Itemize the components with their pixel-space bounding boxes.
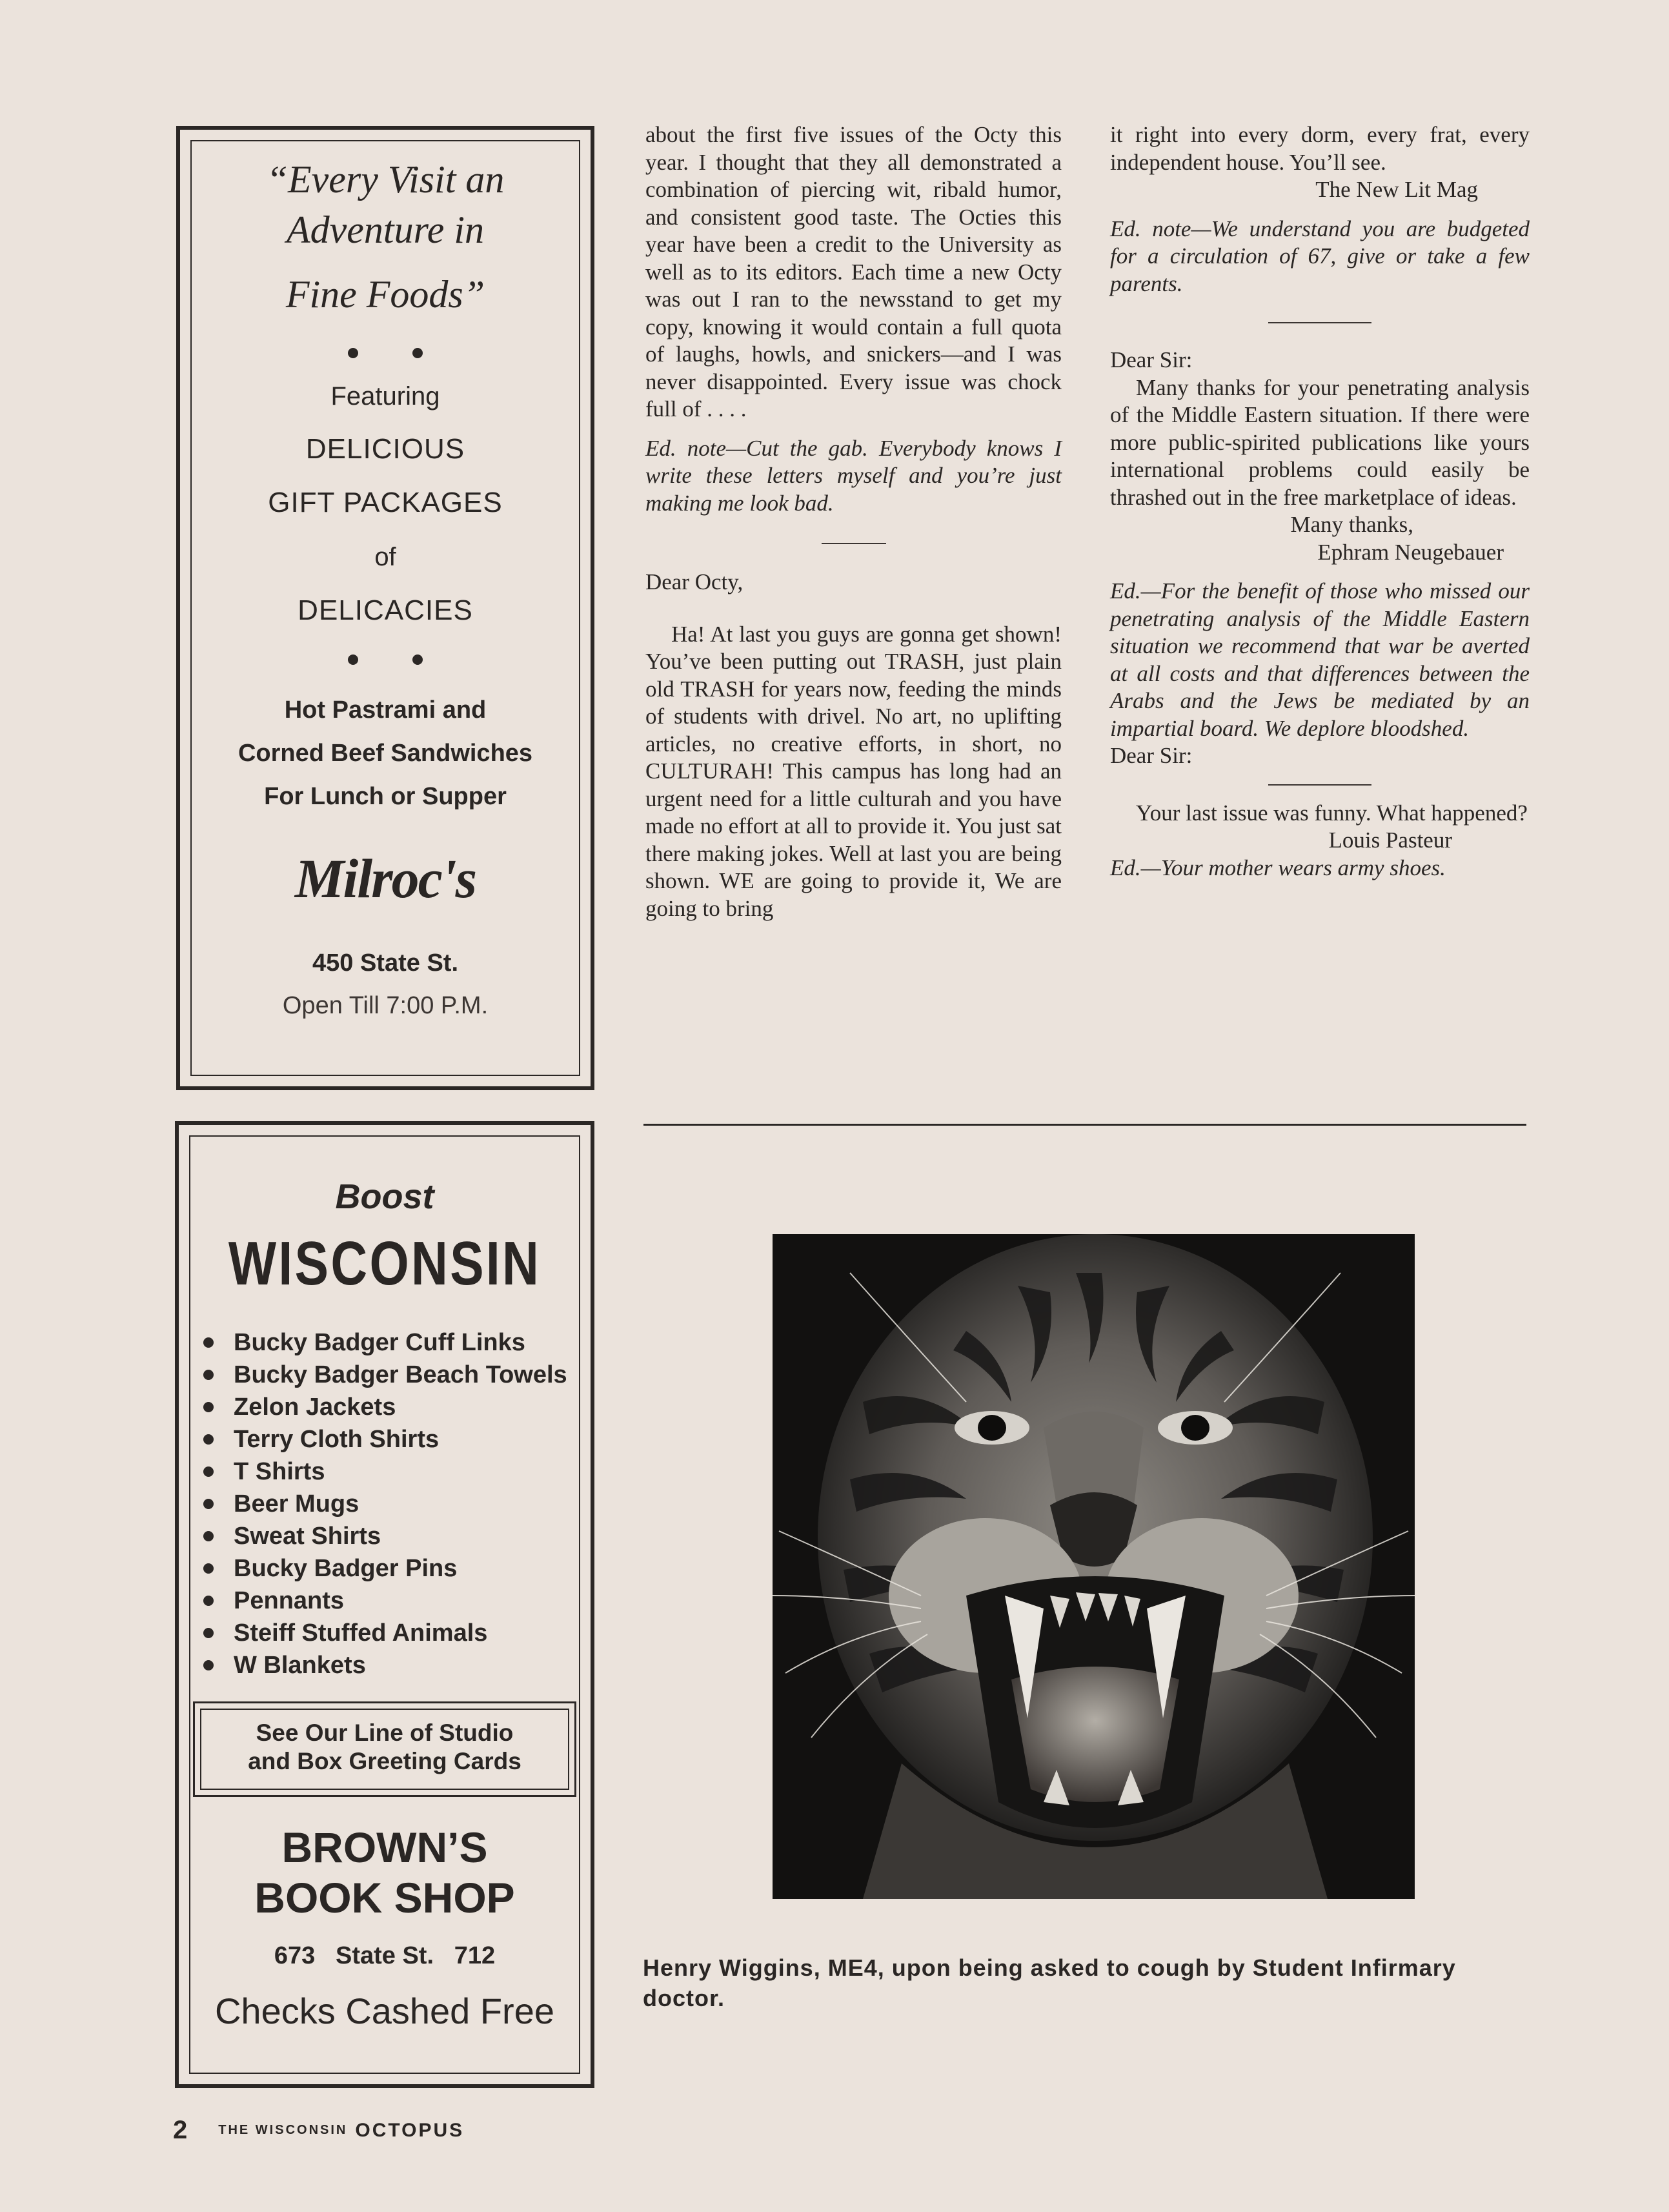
magazine-name: OCTOPUS [355,2119,465,2141]
decorative-dots [180,340,591,364]
letter-paragraph: about the first five issues of the Octy this year. I thought that they all demonstrated a combination of piercing wit, ribald humor, and consistent good taste. The Octies this year have been a credit to the University as well as to its editors. Each time a new Octy was out I ran to the newsstand to get my copy, knowing it would contain a full quota of laughs, howls, and snickers—and I was never disappointed. Every issue was chock full of . . . . [645,122,1062,421]
tiger-photo [773,1234,1415,1899]
letter-salutation: Dear Sir: [1110,347,1193,372]
greeting-cards-box [193,1701,576,1797]
letter-paragraph: Many thanks for your penetrating analysis of the Middle Eastern situation. If there were more public-spirited publications like yours international problems could easily be thrashed out in the free marketplace of ideas. [1110,374,1530,510]
letters-column-2 [1110,121,1530,882]
letter-signature: The New Lit Mag [1315,177,1478,202]
page-footer [173,2116,464,2148]
product-list-item: Terry Cloth Shirts [198,1423,585,1456]
letter-signature: Louis Pasteur [1328,827,1452,853]
milrocs-sandwiches [180,689,591,818]
editor-note: Ed. note—Cut the gab. Everybody knows I write these letters myself and you’re just making me look bad. [645,435,1062,516]
section-divider [1268,784,1371,786]
product-list-item: Steiff Stuffed Animals [198,1617,585,1649]
browns-wisconsin: WISCONSIN [228,1229,541,1298]
milrocs-of: of [374,543,396,571]
letters-column-1 [645,121,1062,922]
browns-ad [175,1121,594,2088]
product-list-item: Bucky Badger Pins [198,1552,585,1585]
roaring-tiger-illustration [773,1234,1415,1899]
sandwich-line: For Lunch or Supper [264,783,507,810]
greeting-cards-inner [200,1709,569,1790]
slogan-line: Adventure in [286,208,484,251]
milrocs-delicious: DELICIOUS [305,433,465,465]
shop-name-line: BROWN’S [281,1823,488,1871]
slogan-line: “Every Visit an [266,158,505,201]
letter-salutation: Dear Octy, [645,569,743,594]
browns-address: 673 State St. 712 [274,1942,496,1969]
milrocs-address: 450 State St. [312,949,458,977]
letter-paragraph: Your last issue was funny. What happened? [1136,800,1528,826]
photo-caption: Henry Wiggins, ME4, upon being asked to cough by Student Infirmary doctor. [643,1954,1456,2011]
editor-note: Ed. note—We understand you are budgeted for a circulation of 67, give or take a few parents. [1110,216,1530,296]
product-list-item: Sweat Shirts [198,1520,585,1552]
product-list-item: T Shirts [198,1456,585,1488]
milrocs-featuring [180,380,591,412]
shop-name-line: BOOK SHOP [254,1874,515,1922]
browns-boost: Boost [335,1177,434,1216]
page-number: 2 [173,2116,188,2144]
sandwich-line: Hot Pastrami and [284,696,487,724]
greeting-cards-line: See Our Line of Studio [256,1720,514,1746]
product-list-item: Zelon Jackets [198,1391,585,1423]
featuring-text: Featuring [330,382,440,411]
milrocs-logo: Milroc's [294,847,476,909]
decorative-dots [180,646,591,671]
letter-signature: Ephram Neugebauer [1317,539,1504,565]
magazine-prefix: THE WISCONSIN [218,2123,348,2137]
greeting-cards-line: and Box Greeting Cards [248,1748,521,1774]
section-divider [1268,322,1371,323]
milrocs-hours: Open Till 7:00 P.M. [282,992,489,1019]
editor-note: Ed.—For the benefit of those who missed our penetrating analysis of the Middle Eastern situation we recommend that war be averted at all costs and that differences between the Arabs and the Jews be mediated by an impartial board. We deplore bloodshed. [1110,578,1530,741]
slogan-line: Fine Foods” [285,273,485,316]
letter-signature: Many thanks, [1290,512,1413,537]
product-list-item: Bucky Badger Beach Towels [198,1359,585,1391]
letter-paragraph: it right into every dorm, every frat, every independent house. You’ll see. [1110,122,1530,175]
sandwich-line: Corned Beef Sandwiches [238,740,533,767]
product-list-item: Pennants [198,1585,585,1617]
letter-salutation: Dear Sir: [1110,743,1193,768]
product-list-item: Bucky Badger Cuff Links [198,1326,585,1359]
browns-product-list [198,1326,585,1681]
product-list-item: Beer Mugs [198,1488,585,1520]
editor-note: Ed.—Your mother wears army shoes. [1110,855,1446,880]
photo-top-rule [643,1124,1526,1126]
product-list-item: W Blankets [198,1649,585,1681]
milrocs-ad [176,126,594,1090]
milrocs-gift-packages: GIFT PACKAGES [268,487,503,518]
milrocs-slogan [180,154,591,320]
letter-paragraph: Ha! At last you guys are gonna get shown! You’ve been putting out TRASH, just plain old TRASH for years now, feeding the minds of students with drivel. No art, no uplifting articles, no creative efforts, in short, no CULTURAH! This campus has long had an urgent need for a little culturah and you have made no effort at all to provide it. You just sat there making jokes. Well at last you are being shown. WE are going to provide it, We are going to bring [645,621,1062,921]
milrocs-delicacies: DELICACIES [298,594,473,626]
browns-checks-cashed: Checks Cashed Free [214,1991,554,2031]
browns-shop-name [179,1822,591,1923]
section-divider [822,543,886,544]
